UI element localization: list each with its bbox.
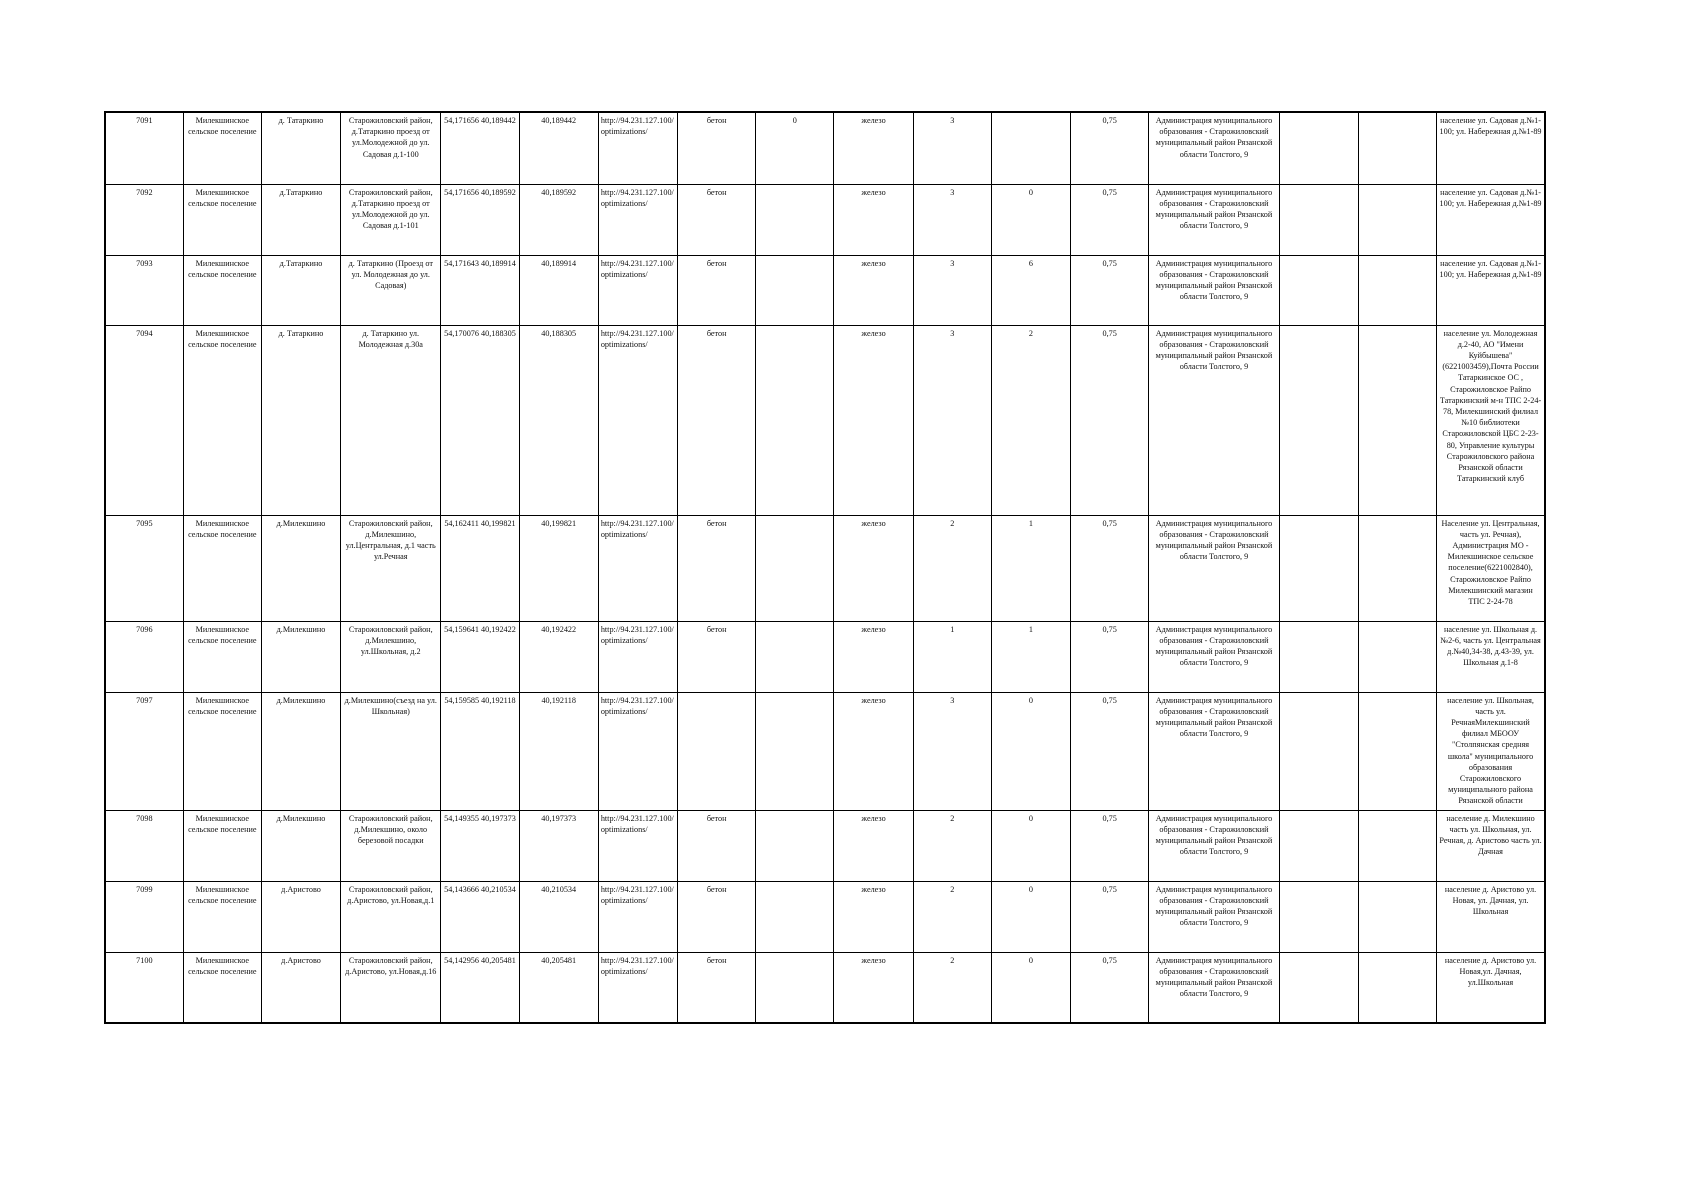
empty-cell: [1358, 184, 1436, 255]
empty-cell: [1279, 810, 1358, 881]
table-row: [105, 515, 1545, 621]
volume-cell: 0,75: [1071, 810, 1149, 881]
table-row: [105, 325, 1545, 515]
longitude-cell: 40,199821: [519, 515, 598, 621]
volume-cell: 0,75: [1071, 881, 1149, 952]
count-cell: [756, 515, 834, 621]
count-cell: [756, 621, 834, 692]
empty-cell: [1358, 881, 1436, 952]
served-cell: Население ул. Центральная, часть ул. Речная), Администрация МО - Милекшинское сельское поселение(6221002840), Старожиловское Райпо Милекшинский магазин ТПС 2-24-78: [1437, 515, 1545, 621]
containers-cell: 2: [913, 810, 991, 881]
url-cell: http://94.231.127.100/optimizations/: [598, 881, 677, 952]
empty-cell: [1358, 621, 1436, 692]
address-cell: д. Татаркино ул. Молодежная д.30а: [341, 325, 441, 515]
owner-cell: Администрация муниципального образования - Старожиловский муниципальный район Рязанской области Толстого, 9: [1149, 325, 1279, 515]
url-cell: http://94.231.127.100/optimizations/: [598, 255, 677, 325]
coordinates-cell: 54,170076 40,188305: [441, 325, 519, 515]
registry-table: [104, 111, 1546, 1024]
material-cell: железо: [834, 325, 913, 515]
village-cell: д.Милекшино: [261, 515, 340, 621]
url-cell: http://94.231.127.100/optimizations/: [598, 810, 677, 881]
owner-cell: Администрация муниципального образования - Старожиловский муниципальный район Рязанской области Толстого, 9: [1149, 255, 1279, 325]
table-row: [105, 881, 1545, 952]
village-cell: д.Милекшино: [261, 621, 340, 692]
served-cell: население ул. Садовая д.№1-100; ул. Набережная д.№1-89: [1437, 112, 1545, 184]
address-cell: Старожиловский район, д.Милекшино, ул.Школьная, д.2: [341, 621, 441, 692]
served-cell: население д. Аристово ул. Новая,ул. Дачная, ул.Школьная: [1437, 952, 1545, 1023]
table-row: [105, 952, 1545, 1023]
table-row: [105, 810, 1545, 881]
volume-cell: 0,75: [1071, 515, 1149, 621]
served-cell: население ул. Молодежная д.2-40, АО "Имени Куйбышева" (6221003459),Почта России Татаркинское ОС , Старожиловское Райпо Татаркинский м-н ТПС 2-24-78, Милекшинский филиал №10 библиотеки Старожиловской ЦБС 2-23-80, Управление культуры Старожиловского района Рязанской области Татаркинский клуб: [1437, 325, 1545, 515]
empty-cell: [1358, 325, 1436, 515]
extra-containers-cell: 6: [991, 255, 1070, 325]
url-cell: http://94.231.127.100/optimizations/: [598, 112, 677, 184]
material-cell: железо: [834, 692, 913, 810]
coordinates-cell: 54,171656 40,189442: [441, 112, 519, 184]
count-cell: [756, 952, 834, 1023]
surface-cell: бетон: [678, 810, 756, 881]
containers-cell: 2: [913, 881, 991, 952]
longitude-cell: 40,197373: [519, 810, 598, 881]
settlement-cell: Милекшинское сельское поселение: [183, 881, 261, 952]
owner-cell: Администрация муниципального образования - Старожиловский муниципальный район Рязанской области Толстого, 9: [1149, 881, 1279, 952]
containers-cell: 3: [913, 112, 991, 184]
containers-cell: 2: [913, 952, 991, 1023]
row-number: 7092: [105, 184, 183, 255]
extra-containers-cell: 0: [991, 952, 1070, 1023]
table-row: [105, 621, 1545, 692]
longitude-cell: 40,205481: [519, 952, 598, 1023]
extra-containers-cell: 0: [991, 881, 1070, 952]
table-row: [105, 255, 1545, 325]
row-number: 7099: [105, 881, 183, 952]
settlement-cell: Милекшинское сельское поселение: [183, 952, 261, 1023]
url-cell: http://94.231.127.100/optimizations/: [598, 692, 677, 810]
empty-cell: [1279, 515, 1358, 621]
coordinates-cell: 54,149355 40,197373: [441, 810, 519, 881]
extra-containers-cell: 1: [991, 621, 1070, 692]
settlement-cell: Милекшинское сельское поселение: [183, 692, 261, 810]
owner-cell: Администрация муниципального образования - Старожиловский муниципальный район Рязанской области Толстого, 9: [1149, 515, 1279, 621]
longitude-cell: 40,189914: [519, 255, 598, 325]
surface-cell: бетон: [678, 881, 756, 952]
longitude-cell: 40,189442: [519, 112, 598, 184]
served-cell: население д. Аристово ул. Новая, ул. Дачная, ул. Школьная: [1437, 881, 1545, 952]
settlement-cell: Милекшинское сельское поселение: [183, 515, 261, 621]
url-cell: http://94.231.127.100/optimizations/: [598, 184, 677, 255]
coordinates-cell: 54,162411 40,199821: [441, 515, 519, 621]
address-cell: Старожиловский район, д.Татаркино проезд от ул.Молодежной до ул. Садовая д.1-101: [341, 184, 441, 255]
surface-cell: [678, 692, 756, 810]
owner-cell: Администрация муниципального образования - Старожиловский муниципальный район Рязанской области Толстого, 9: [1149, 112, 1279, 184]
table-row: [105, 692, 1545, 810]
surface-cell: бетон: [678, 621, 756, 692]
village-cell: д.Милекшино: [261, 692, 340, 810]
empty-cell: [1358, 112, 1436, 184]
served-cell: население ул. Школьная д.№2-6, часть ул. Центральная д.№40,34-38, д.43-39, ул. Школьная д.1-8: [1437, 621, 1545, 692]
extra-containers-cell: 2: [991, 325, 1070, 515]
row-number: 7091: [105, 112, 183, 184]
address-cell: Старожиловский район, д.Милекшино, около березовой посадки: [341, 810, 441, 881]
empty-cell: [1358, 810, 1436, 881]
extra-containers-cell: [991, 112, 1070, 184]
owner-cell: Администрация муниципального образования - Старожиловский муниципальный район Рязанской области Толстого, 9: [1149, 621, 1279, 692]
village-cell: д.Татаркино: [261, 184, 340, 255]
surface-cell: бетон: [678, 255, 756, 325]
containers-cell: 3: [913, 325, 991, 515]
owner-cell: Администрация муниципального образования - Старожиловский муниципальный район Рязанской области Толстого, 9: [1149, 184, 1279, 255]
table-row: [105, 112, 1545, 184]
containers-cell: 3: [913, 184, 991, 255]
material-cell: железо: [834, 112, 913, 184]
row-number: 7097: [105, 692, 183, 810]
count-cell: [756, 692, 834, 810]
coordinates-cell: 54,159585 40,192118: [441, 692, 519, 810]
containers-cell: 3: [913, 255, 991, 325]
empty-cell: [1279, 255, 1358, 325]
row-number: 7094: [105, 325, 183, 515]
coordinates-cell: 54,143666 40,210534: [441, 881, 519, 952]
village-cell: д.Татаркино: [261, 255, 340, 325]
empty-cell: [1279, 881, 1358, 952]
volume-cell: 0,75: [1071, 952, 1149, 1023]
address-cell: д.Милекшино(съезд на ул. Школьная): [341, 692, 441, 810]
url-cell: http://94.231.127.100/optimizations/: [598, 621, 677, 692]
volume-cell: 0,75: [1071, 325, 1149, 515]
table-row: [105, 184, 1545, 255]
empty-cell: [1279, 184, 1358, 255]
count-cell: 0: [756, 112, 834, 184]
coordinates-cell: 54,142956 40,205481: [441, 952, 519, 1023]
count-cell: [756, 184, 834, 255]
material-cell: железо: [834, 255, 913, 325]
row-number: 7100: [105, 952, 183, 1023]
row-number: 7095: [105, 515, 183, 621]
surface-cell: бетон: [678, 952, 756, 1023]
served-cell: население ул. Садовая д.№1-100; ул. Набережная д.№1-89: [1437, 255, 1545, 325]
row-number: 7093: [105, 255, 183, 325]
empty-cell: [1358, 692, 1436, 810]
volume-cell: 0,75: [1071, 621, 1149, 692]
empty-cell: [1279, 621, 1358, 692]
empty-cell: [1358, 952, 1436, 1023]
longitude-cell: 40,189592: [519, 184, 598, 255]
count-cell: [756, 255, 834, 325]
containers-cell: 1: [913, 621, 991, 692]
material-cell: железо: [834, 810, 913, 881]
material-cell: железо: [834, 881, 913, 952]
extra-containers-cell: 0: [991, 810, 1070, 881]
village-cell: д.Аристово: [261, 952, 340, 1023]
material-cell: железо: [834, 952, 913, 1023]
longitude-cell: 40,192422: [519, 621, 598, 692]
material-cell: железо: [834, 184, 913, 255]
url-cell: http://94.231.127.100/optimizations/: [598, 952, 677, 1023]
empty-cell: [1279, 952, 1358, 1023]
extra-containers-cell: 1: [991, 515, 1070, 621]
village-cell: д.Аристово: [261, 881, 340, 952]
surface-cell: бетон: [678, 325, 756, 515]
served-cell: население ул. Садовая д.№1-100; ул. Набережная д.№1-89: [1437, 184, 1545, 255]
settlement-cell: Милекшинское сельское поселение: [183, 112, 261, 184]
longitude-cell: 40,210534: [519, 881, 598, 952]
surface-cell: бетон: [678, 184, 756, 255]
coordinates-cell: 54,171656 40,189592: [441, 184, 519, 255]
volume-cell: 0,75: [1071, 112, 1149, 184]
settlement-cell: Милекшинское сельское поселение: [183, 325, 261, 515]
owner-cell: Администрация муниципального образования - Старожиловский муниципальный район Рязанской области Толстого, 9: [1149, 952, 1279, 1023]
extra-containers-cell: 0: [991, 184, 1070, 255]
url-cell: http://94.231.127.100/optimizations/: [598, 325, 677, 515]
containers-cell: 2: [913, 515, 991, 621]
volume-cell: 0,75: [1071, 184, 1149, 255]
owner-cell: Администрация муниципального образования - Старожиловский муниципальный район Рязанской области Толстого, 9: [1149, 692, 1279, 810]
count-cell: [756, 881, 834, 952]
url-cell: http://94.231.127.100/optimizations/: [598, 515, 677, 621]
surface-cell: бетон: [678, 515, 756, 621]
empty-cell: [1279, 112, 1358, 184]
longitude-cell: 40,192118: [519, 692, 598, 810]
longitude-cell: 40,188305: [519, 325, 598, 515]
containers-cell: 3: [913, 692, 991, 810]
village-cell: д.Милекшино: [261, 810, 340, 881]
settlement-cell: Милекшинское сельское поселение: [183, 621, 261, 692]
settlement-cell: Милекшинское сельское поселение: [183, 810, 261, 881]
address-cell: Старожиловский район, д.Милекшино, ул.Центральная, д.1 часть ул.Речная: [341, 515, 441, 621]
village-cell: д. Татаркино: [261, 325, 340, 515]
address-cell: Старожиловский район, д.Аристово, ул.Новая,д.16: [341, 952, 441, 1023]
settlement-cell: Милекшинское сельское поселение: [183, 184, 261, 255]
extra-containers-cell: 0: [991, 692, 1070, 810]
volume-cell: 0,75: [1071, 692, 1149, 810]
surface-cell: бетон: [678, 112, 756, 184]
material-cell: железо: [834, 515, 913, 621]
served-cell: население д. Милекшино часть ул. Школьная, ул. Речная, д. Аристово часть ул. Дачная: [1437, 810, 1545, 881]
coordinates-cell: 54,159641 40,192422: [441, 621, 519, 692]
empty-cell: [1358, 255, 1436, 325]
owner-cell: Администрация муниципального образования - Старожиловский муниципальный район Рязанской области Толстого, 9: [1149, 810, 1279, 881]
row-number: 7098: [105, 810, 183, 881]
empty-cell: [1358, 515, 1436, 621]
volume-cell: 0,75: [1071, 255, 1149, 325]
settlement-cell: Милекшинское сельское поселение: [183, 255, 261, 325]
coordinates-cell: 54,171643 40,189914: [441, 255, 519, 325]
empty-cell: [1279, 692, 1358, 810]
address-cell: Старожиловский район, д.Аристово, ул.Новая,д.1: [341, 881, 441, 952]
row-number: 7096: [105, 621, 183, 692]
served-cell: население ул. Школьная, часть ул. РечнаяМилекшинский филиал МБООУ "Столпянская средняя школа" муниципального образования Старожиловского муниципального района Рязанской области: [1437, 692, 1545, 810]
empty-cell: [1279, 325, 1358, 515]
count-cell: [756, 325, 834, 515]
material-cell: железо: [834, 621, 913, 692]
village-cell: д. Татаркино: [261, 112, 340, 184]
address-cell: д. Татаркино (Проезд от ул. Молодежная до ул. Садовая): [341, 255, 441, 325]
address-cell: Старожиловский район, д.Татаркино проезд от ул.Молодежной до ул. Садовая д.1-100: [341, 112, 441, 184]
count-cell: [756, 810, 834, 881]
